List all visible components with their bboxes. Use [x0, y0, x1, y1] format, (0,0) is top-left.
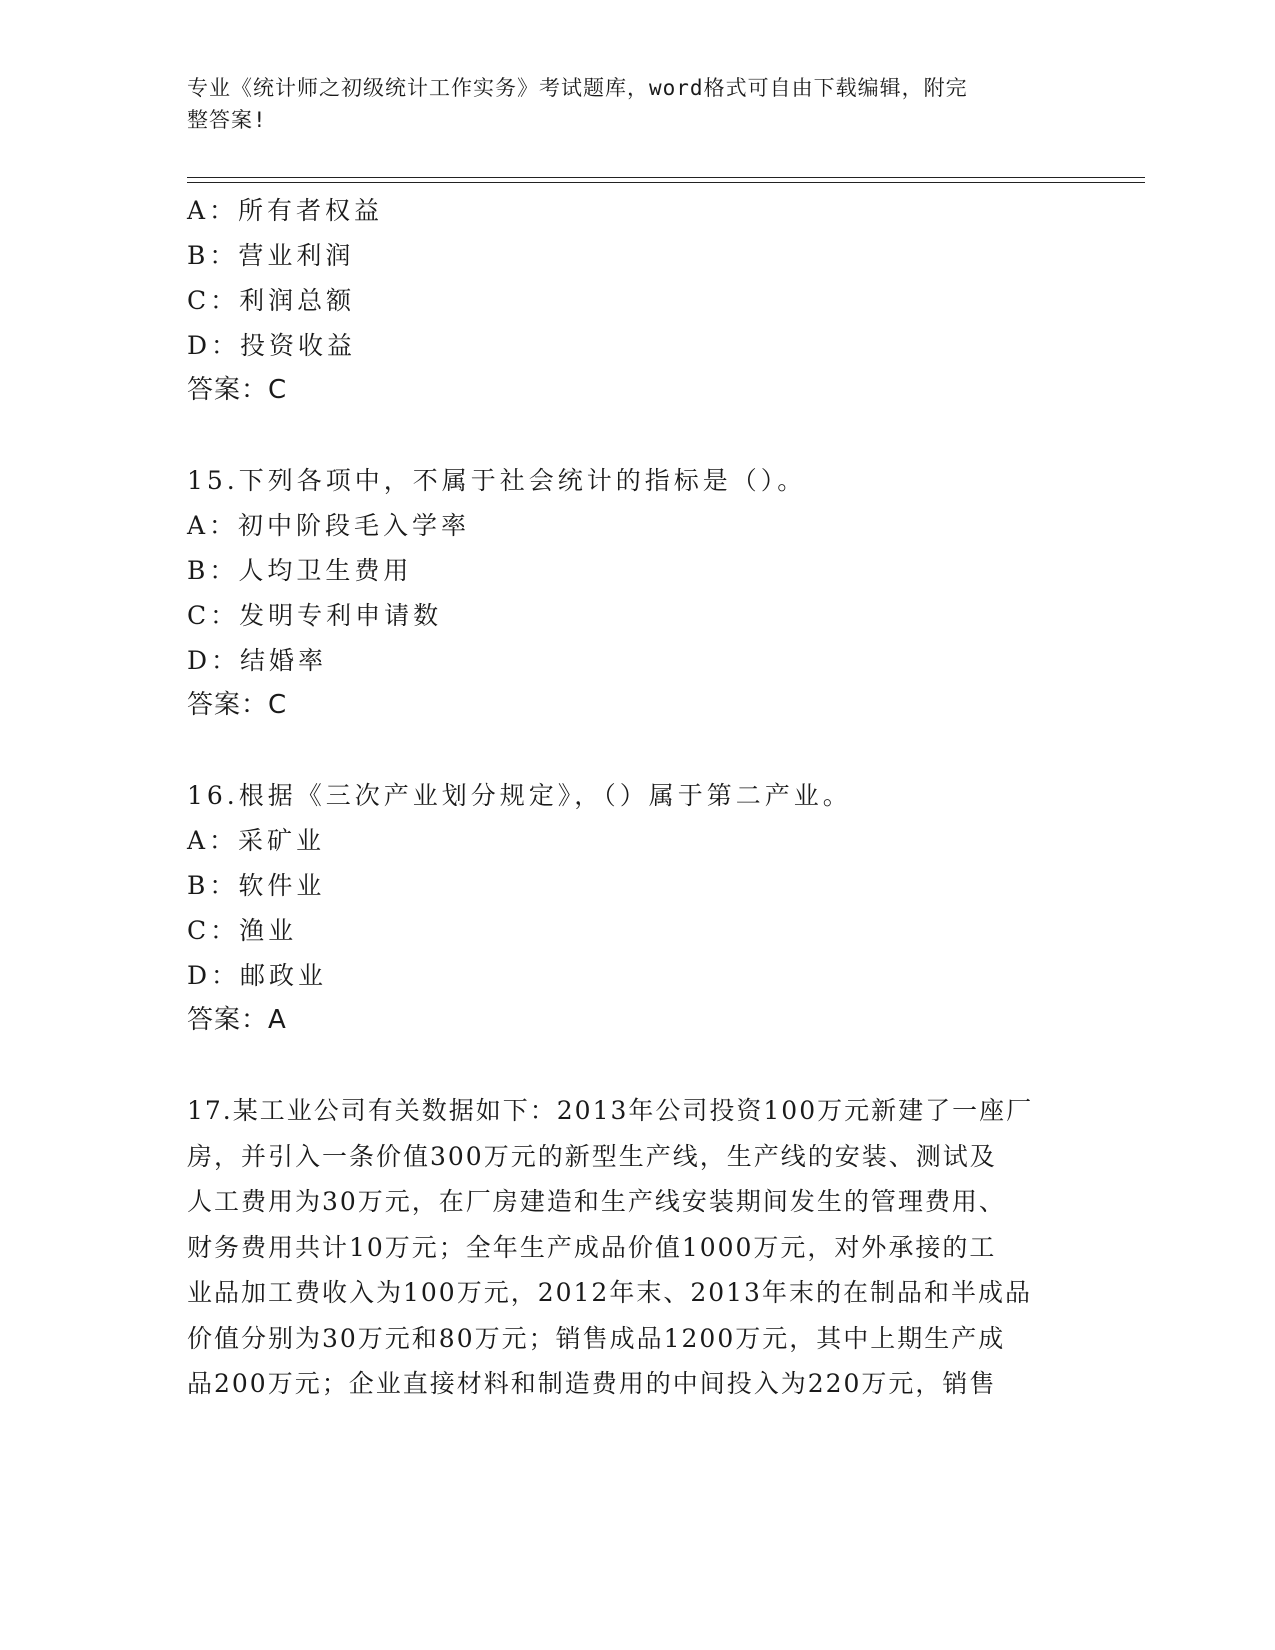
question-17-line-2: 房，并引入一条价值300万元的新型生产线，生产线的安装、测试及: [187, 1141, 997, 1171]
header-divider-top: [187, 177, 1145, 178]
question-17-line-3: 人工费用为30万元，在厂房建造和生产线安装期间发生的管理费用、: [187, 1187, 1006, 1216]
option-d: D：邮政业: [187, 961, 328, 990]
question-17-line-1: 17.某工业公司有关数据如下：2013年公司投资100万元新建了一座厂: [187, 1096, 1034, 1125]
question-stem: 16.根据《三次产业划分规定》，（）属于第二产业。: [187, 781, 852, 810]
question-16: [187, 773, 1087, 1043]
option-a: A：初中阶段毛入学率: [187, 511, 471, 540]
spacer: [187, 413, 1087, 458]
header-intro-line-1: 专业《统计师之初级统计工作实务》考试题库，word格式可自由下载编辑，附完: [187, 76, 968, 100]
question-list: [187, 188, 1087, 1407]
question-17-line-6: 价值分别为30万元和80万元；销售成品1200万元，其中上期生产成: [187, 1323, 1006, 1353]
option-d: D：投资收益: [187, 331, 357, 360]
question-15: [187, 458, 1087, 728]
spacer: [187, 1043, 1087, 1088]
option-d: D：结婚率: [187, 646, 328, 675]
option-b: B：营业利润: [187, 241, 355, 270]
option-a: A：所有者权益: [187, 196, 384, 225]
header-divider-bottom: [187, 182, 1145, 183]
option-c: C：发明专利申请数: [187, 601, 443, 630]
option-a: A：采矿业: [187, 826, 326, 855]
option-c: C：渔业: [187, 916, 298, 945]
question-17-line-5: 业品加工费收入为100万元，2012年末、2013年末的在制品和半成品: [187, 1278, 1032, 1307]
option-b: B：软件业: [187, 871, 326, 900]
question-17: [187, 1088, 1067, 1407]
question-14: [187, 188, 1087, 413]
question-stem: 15.下列各项中，不属于社会统计的指标是（）。: [187, 466, 807, 495]
answer-line: 答案：A: [187, 1005, 287, 1035]
answer-line: 答案：C: [187, 690, 288, 720]
document-header: [187, 72, 1067, 136]
spacer: [187, 728, 1087, 773]
option-c: C：利润总额: [187, 286, 356, 315]
question-17-line-7: 品200万元；企业直接材料和制造费用的中间投入为220万元，销售: [187, 1369, 997, 1398]
question-17-line-4: 财务费用共计10万元；全年生产成品价值1000万元，对外承接的工: [187, 1232, 997, 1262]
answer-line: 答案：C: [187, 375, 288, 405]
header-intro-line-2: 整答案!: [187, 108, 267, 132]
option-b: B：人均卫生费用: [187, 556, 413, 585]
